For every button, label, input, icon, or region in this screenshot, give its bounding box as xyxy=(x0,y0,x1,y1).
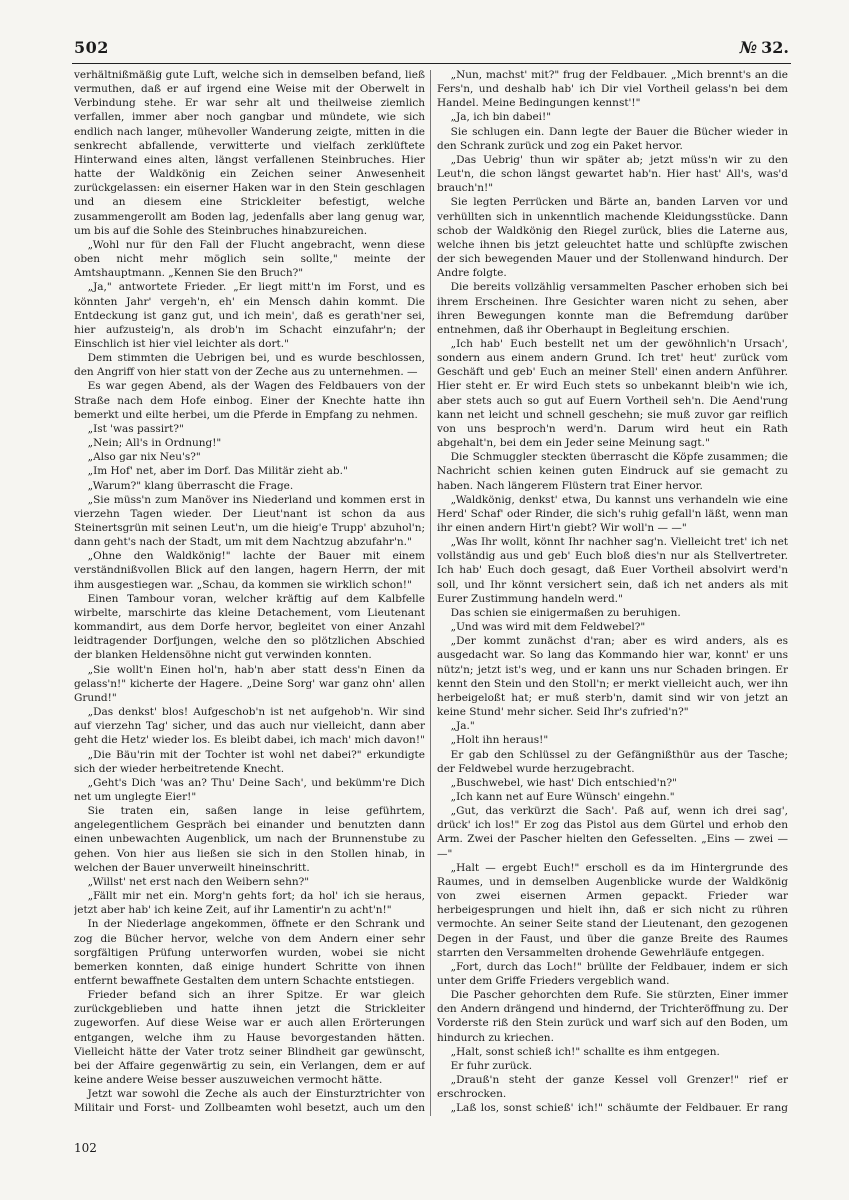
signature-number: 102 xyxy=(74,1141,97,1155)
paragraph: „Drauß'n steht der ganze Kessel voll Grenzer!" rief er erschrocken. xyxy=(437,1074,788,1101)
paragraph: „Ja," antwortete Frieder. „Er liegt mitt'n im Forst, und es könnten Jahr' vergeh'n, eh' ein Mensch dahin kommt. Die Entdeckung ist ganz gut, und ich mein', daß es gerath'ner sei, hier aufzusteig'n, als drob'n im Schacht einzufahr'n; der Einschlich ist hier viel leichter als dort." xyxy=(74,281,425,350)
paragraph: „Wohl nur für den Fall der Flucht angebracht, wenn diese oben nicht mehr möglich sein sollte," meinte der Amtshauptmann. „Kennen Sie den Bruch?" xyxy=(74,238,425,280)
paragraph: „Willst' net erst nach den Weibern sehn?" xyxy=(87,875,310,888)
paragraph: Sie traten ein, saßen lange in leise geführtem, angelegentlichem Gespräch bei einander und benutzten dann einen unbewachten Augenblick, um nach der Brunnenstube zu gehen. Von hier aus ließen sie sich in den Stollen hinab, in welchen der Bauer unverweilt hineinschritt. xyxy=(74,805,425,874)
paragraph: Einen Tambour voran, welcher kräftig auf dem Kalbfelle wirbelte, marschirte das kleine Detachement, vom Lieutenant kommandirt, aus dem Dorfe hervor, begleitet von einer Anzahl leidtragender Dorfjungen, welche den so plötzlichen Abschied der blanken Heldensöhne nicht gut verwinden konnten. xyxy=(74,592,425,662)
paragraph: „Ich kann net auf Eure Wünsch' eingehn." xyxy=(450,790,675,803)
paragraph: „Sie wollt'n Einen hol'n, hab'n aber statt dess'n Einen da gelass'n!" kicherte der Hagere. „Deine Sorg' war ganz ohn' allen Grund!" xyxy=(74,663,425,704)
paragraph: „Ja, ich bin dabei!" xyxy=(450,111,552,124)
paragraph: „Also gar nix Neu's?" xyxy=(87,451,201,464)
paragraph: „Was Ihr wollt, könnt Ihr nachher sag'n. Vielleicht tret' ich net vollständig aus und geb' Euch bloß dies'n nur als Stellvertreter. Ich hab' Euch doch gesagt, daß Euer Vortheil absolvirt werd'n soll, und Ihr könnt versichert sein, daß ich net anders als mit Eurer Zustimmung handeln werd." xyxy=(437,536,788,605)
paragraph: „Buschwebel, wie hast' Dich entschied'n?" xyxy=(450,776,677,789)
paragraph: Er gab den Schlüssel zu der Gefängnißthür aus der Tasche; der Feldwebel wurde herzugebracht. xyxy=(437,748,788,775)
paragraph: Sie schlugen ein. Dann legte der Bauer die Bücher wieder in den Schrank zurück und zog ein Paket hervor. xyxy=(437,125,788,152)
paragraph: „Nein; All's in Ordnung!" xyxy=(87,437,222,450)
paragraph: verhältnißmäßig gute Luft, welche sich in demselben befand, ließ vermuthen, daß er auf irgend eine Weise mit der Oberwelt in Verbindung stehe. Er war sehr alt und theilweise ziemlich verfallen, immer aber noch gangbar und mündete, wie sich endlich nach langer, mühevoller Wanderung zeigte, mitten in die senkrecht abfallende, verwitterte und vielfach zerklüftete Hinterwand eines alten, längst verfallenen Steinbruches. Hier hatte der Waldkönig ein Zeichen seiner Anwesenheit zurückgelassen: ein eiserner Haken war in den Stein geschlagen und an diesem eine Strickleiter befestigt, welche zusammengerollt am Boden lag, jedenfalls aber lang genug war, um bis auf die Sohle des Steinbruches hinabzureichen. xyxy=(74,69,425,237)
paragraph: Die bereits vollzählig versammelten Pascher erhoben sich bei ihrem Erscheinen. Ihre Gesichter waren nicht zu sehen, aber ihren Bewegungen konnte man die Befremdung darüber entnehmen, daß ihr Oberhaupt in Begleitung erschien. xyxy=(437,281,788,336)
paragraph: „Ja." xyxy=(450,720,475,733)
paragraph: „Ist 'was passirt?" xyxy=(87,422,184,435)
paragraph: „Waldkönig, denkst' etwa, Du kannst uns verhandeln wie eine Herd' Schaf' oder Rinder, die sich's ruhig gefall'n läßt, wenn man ihr einen andern Hirt'n giebt? Wir woll'n — —" xyxy=(437,493,788,534)
issue-number-value: 32. xyxy=(761,38,789,57)
paragraph: Dem stimmten die Uebrigen bei, und es wurde beschlossen, den Angriff von hier statt von der Zeche aus zu unternehmen. — xyxy=(74,352,425,379)
issue-prefix: № xyxy=(739,38,758,57)
paragraph: „Geht's Dich 'was an? Thu' Deine Sach', und bekümm're Dich net um unglegte Eier!" xyxy=(74,776,425,803)
paragraph: Sie legten Perrücken und Bärte an, banden Larven vor und verhüllten sich in unkenntlich machende Kleidungsstücke. Dann schob der Waldkönig den Riegel zurück, blies die Laterne aus, welche ihnen bis jetzt geleuchtet hatte und schlüpfte zwischen der sich bewegenden Mauer und der Stollenwand hindurch. Der Andre folgte. xyxy=(437,196,788,280)
paragraph: Es war gegen Abend, als der Wagen des Feldbauers von der Straße nach dem Hofe einbog. Einer der Knechte hatte ihn bemerkt und eilte herbei, um die Pferde in Empfang zu nehmen. xyxy=(74,380,425,421)
paragraph: „Die Bäu'rin mit der Tochter ist wohl net dabei?" erkundigte sich der wieder herbeitretende Knecht. xyxy=(74,748,425,775)
paragraph: „Laß los, sonst schieß' ich!" schäumte der Feldbauer. Er rang xyxy=(450,1102,788,1115)
paragraph: „Sie müss'n zum Manöver ins Niederland und kommen erst in vierzehn Tagen wieder. Der Lieut'nant ist schon da aus Steinertsgrün mit seinen Leut'n, um die hieig'e Trupp' abzuhol'n; dann geht's nach der Stadt, um mit dem Nachtzug abzufahr'n." xyxy=(74,493,425,549)
paragraph: „Fällt mir net ein. Morg'n gehts fort; da hol' ich sie heraus, jetzt aber hab' ich keine Zeit, auf ihr Lamentir'n zu acht'n!" xyxy=(74,890,425,917)
paragraph: „Fort, durch das Loch!" brüllte der Feldbauer, indem er sich unter dem Griffe Frieders vergeblich wand. xyxy=(437,960,788,987)
paragraph: In der Niederlage angekommen, öffnete er den Schrank und zog die Bücher hervor, welche von dem Andern einer sehr sorgfältigen Prüfung unterworfen wurden, wobei sie nicht bemerken konnten, daß einige hundert Schritte von ihnen entfernt bewaffnete Gestalten dem untern Schachte entstiegen. xyxy=(74,918,425,987)
header-rule xyxy=(72,63,791,64)
paragraph: „Warum?" klang überrascht die Frage. xyxy=(87,479,294,492)
column-divider xyxy=(430,70,431,1116)
paragraph: Jetzt war sowohl die Zeche als auch der Einsturztrichter von Militair und Forst- und Zollbeamten wohl besetzt, auch um den xyxy=(74,1088,425,1115)
paragraph: „Halt — ergebt Euch!" erscholl es da im Hintergrunde des Raumes, und in demselben Augenblicke wurde der Waldkönig von zwei eisernen Armen gepackt. Frieder war herbeigesprungen und hielt ihn, daß er sich nicht zu rühren vermochte. An seiner Seite stand der Lieutenant, den gezogenen Degen in der Faust, und über die ganze Breite des Raumes starrten den Versammelten drohende Gewehrläufe entgegen. xyxy=(437,861,788,959)
left-column xyxy=(74,68,425,1118)
paragraph: „Nun, machst' mit?" frug der Feldbauer. „Mich brennt's an die Fers'n, und deshalb hab' ich Dir viel Vortheil gelass'n bei dem Handel. Meine Bedingungen kennst'!" xyxy=(437,69,788,110)
issue-number xyxy=(740,38,789,57)
right-column xyxy=(437,68,788,1118)
paragraph: „Halt, sonst schieß ich!" schallte es ihm entgegen. xyxy=(450,1045,720,1058)
paragraph: „Holt ihn heraus!" xyxy=(450,734,549,747)
paragraph: „Im Hof' net, aber im Dorf. Das Militär zieht ab." xyxy=(87,465,348,478)
paragraph: „Ich hab' Euch bestellt net um der gewöhnlich'n Ursach', sondern aus einem andern Grund. Ich tret' heut' zurück vom Geschäft und geb' Euch an meiner Stell' einen andern Anführer. Hier steht er. Er wird Euch stets so unbekannt bleib'n wie ich, aber stets auch so gut auf Euern Vortheil seh'n. Die Aend'rung kann net leicht und schnell geschehn; sie muß zuvor gar reiflich von uns besproch'n werd'n. Darum wird heut ein Rath abgehalt'n, bei dem ein Jeder seine Meinung sagt." xyxy=(437,337,788,450)
paragraph: „Das Uebrig' thun wir später ab; jetzt müss'n wir zu den Leut'n, die schon längst gewartet hab'n. Hier hast' All's, was'd brauch'n!" xyxy=(437,153,788,195)
paragraph: „Ohne den Waldkönig!" lachte der Bauer mit einem verständnißvollen Blick auf den langen, hagern Herrn, der mit ihm ausgestiegen war. „Schau, da kommen sie wirklich schon!" xyxy=(74,550,425,591)
paragraph: Das schien sie einigermaßen zu beruhigen. xyxy=(450,606,681,619)
paragraph: Die Schmuggler steckten überrascht die Köpfe zusammen; die Nachricht schien keinen guten Eindruck auf sie gemacht zu haben. Nach längerem Flüstern trat Einer hervor. xyxy=(437,451,788,492)
paragraph: Er fuhr zurück. xyxy=(450,1059,533,1072)
paragraph: „Gut, das verkürzt die Sach'. Paß auf, wenn ich drei sag', drück' ich los!" Er zog das Pistol aus dem Gürtel und erhob den Arm. Zwei der Pascher hielten den Gefesselten. „Eins — zwei — —" xyxy=(437,805,788,860)
paragraph: „Der kommt zunächst d'ran; aber es wird anders, als es ausgedacht war. So lang das Kommando hier war, konnt' er uns nütz'n; jetzt ist's weg, und er kann uns nur Schaden bringen. Er kennt den Stein und den Stoll'n; er merkt vielleicht auch, wer ihn herbeigeloßt hat; er muß sterb'n, damit sind wir von jetzt an keine Stund' mehr sicher. Seid Ihr's zufried'n?" xyxy=(437,635,788,719)
paragraph: „Das denkst' blos! Aufgeschob'n ist net aufgehob'n. Wir sind auf vierzehn Tag' sicher, und das auch nur vielleicht, dann aber geht die Hetz' wieder los. Es bleibt dabei, ich mach' mich davon!" xyxy=(74,706,425,747)
paragraph: Die Pascher gehorchten dem Rufe. Sie stürzten, Einer immer den Andern drängend und hindernd, der Trichteröffnung zu. Der Vorderste riß den Stein zurück und warf sich auf den Boden, um hindurch zu kriechen. xyxy=(437,989,788,1044)
page-number: 502 xyxy=(74,38,109,57)
paragraph: Frieder befand sich an ihrer Spitze. Er war gleich zurückgeblieben und hatte ihnen jetzt die Strickleiter zugeworfen. Auf diese Weise war er auch allen Erörterungen entgangen, welche ihm zu Hause bevorgestanden hätten. Vielleicht hätte der Vater trotz seiner Blindheit gar gewünscht, bei der Affaire gegenwärtig zu sein, ein Verlangen, dem er auf keine andere Weise besser auszuweichen vermocht hätte. xyxy=(74,989,425,1087)
paragraph: „Und was wird mit dem Feldwebel?" xyxy=(450,621,646,634)
